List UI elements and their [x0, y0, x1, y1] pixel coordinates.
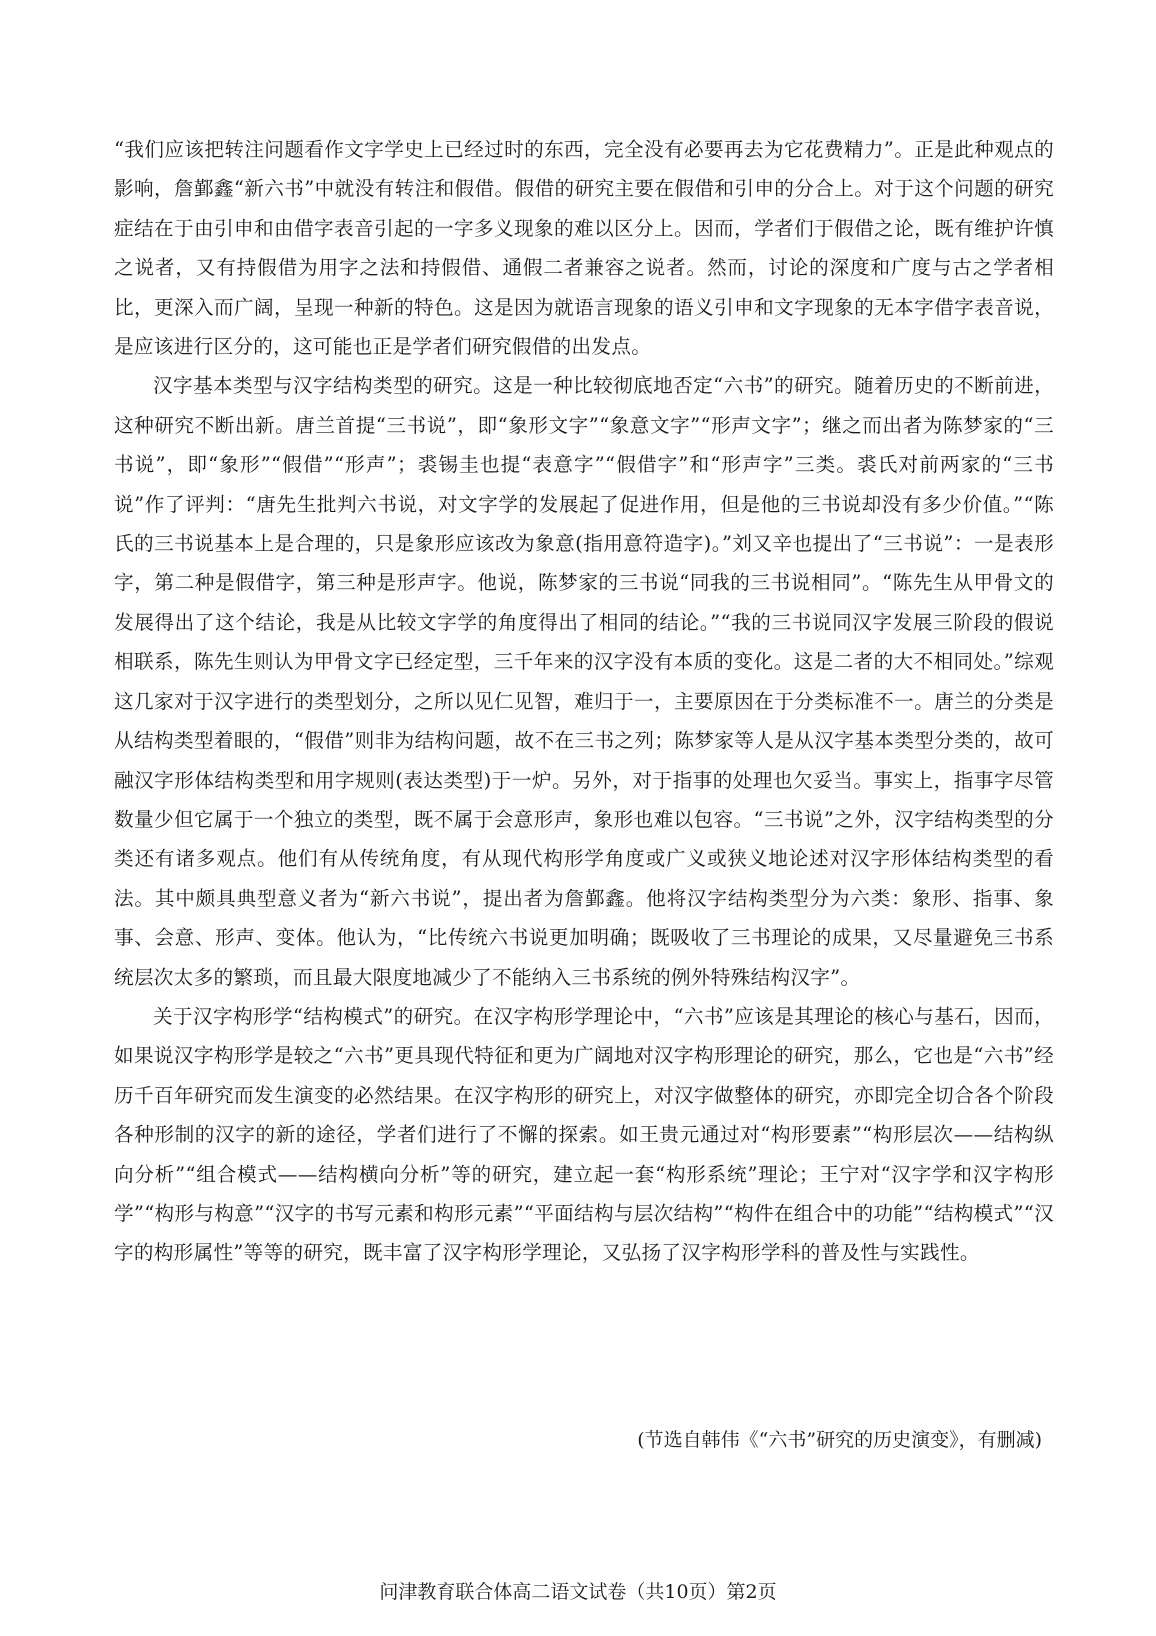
article-body	[114, 130, 1054, 1273]
article-paragraph-3: 关于汉字构形学“结构模式”的研究。在汉字构形学理论中，“六书”应该是其理论的核心与基石，因而，如果说汉字构形学是较之“六书”更具现代特征和更为广阔地对汉字构形理论的研究，那么，它也是“六书”经历千百年研究而发生演变的必然结果。在汉字构形的研究上，对汉字做整体的研究，亦即完全切合各个阶段各种形制的汉字的新的途径，学者们进行了不懈的探索。如王贵元通过对“构形要素”“构形层次——结构纵向分析”“组合模式——结构横向分析”等的研究，建立起一套“构形系统”理论；王宁对“汉字学和汉字构形学”“构形与构意”“汉字的书写元素和构形元素”“平面结构与层次结构”“构件在组合中的功能”“结构模式”“汉字的构形属性”等等的研究，既丰富了汉字构形学理论，又弘扬了汉字构形学科的普及性与实践性。	[114, 1004, 1054, 1265]
article-source: (节选自韩伟《“六书”研究的历史演变》，有删减)	[637, 1429, 1042, 1451]
article-paragraph-2: 汉字基本类型与汉字结构类型的研究。这是一种比较彻底地否定“六书”的研究。随着历史的不断前进，这种研究不断出新。唐兰首提“三书说”，即“象形文字”“象意文字”“形声文字”；继之而出者为陈梦家的“三书说”，即“象形”“假借”“形声”；裘锡圭也提“表意字”“假借字”和“形声字”三类。裘氏对前两家的“三书说”作了评判：“唐先生批判六书说，对文字学的发展起了促进作用，但是他的三书说却没有多少价值。”“陈氏的三书说基本上是合理的，只是象形应该改为象意(指用意符造字)。”刘又辛也提出了“三书说”：一是表形字，第二种是假借字，第三种是形声字。他说，陈梦家的三书说“同我的三书说相同”。“陈先生从甲骨文的发展得出了这个结论，我是从比较文字学的角度得出了相同的结论。”“我的三书说同汉字发展三阶段的假说相联系，陈先生则认为甲骨文字已经定型，三千年来的汉字没有本质的变化。这是二者的大不相同处。”综观这几家对于汉字进行的类型划分，之所以见仁见智，难归于一，主要原因在于分类标准不一。唐兰的分类是从结构类型着眼的，“假借”则非为结构问题，故不在三书之列；陈梦家等人是从汉字基本类型分类的，故可融汉字形体结构类型和用字规则(表达类型)于一炉。另外，对于指事的处理也欠妥当。事实上，指事字尽管数量少但它属于一个独立的类型，既不属于会意形声，象形也难以包容。“三书说”之外，汉字结构类型的分类还有诸多观点。他们有从传统角度，有从现代构形学角度或广义或狭义地论述对汉字形体结构类型的看法。其中颇具典型意义者为“新六书说”，提出者为詹鄞鑫。他将汉字结构类型分为六类：象形、指事、象事、会意、形声、变体。他认为，“比传统六书说更加明确；既吸收了三书理论的成果，又尽量避免三书系统层次太多的繁琐，而且最大限度地减少了不能纳入三书系统的例外特殊结构汉字”。	[114, 374, 1054, 989]
page-footer: 问津教育联合体高二语文试卷（共10页）第2页	[379, 1581, 777, 1603]
article-paragraph-1: “我们应该把转注问题看作文字学史上已经过时的东西，完全没有必要再去为它花费精力”。正是此种观点的影响，詹鄞鑫“新六书”中就没有转注和假借。假借的研究主要在假借和引申的分合上。对于这个问题的研究症结在于由引申和由借字表音引起的一字多义现象的难以区分上。因而，学者们于假借之论，既有维护许慎之说者，又有持假借为用字之法和持假借、通假二者兼容之说者。然而，讨论的深度和广度与古之学者相比，更深入而广阔，呈现一种新的特色。这是因为就语言现象的语义引申和文字现象的无本字借字表音说，是应该进行区分的，这可能也正是学者们研究假借的出发点。	[114, 138, 1054, 359]
